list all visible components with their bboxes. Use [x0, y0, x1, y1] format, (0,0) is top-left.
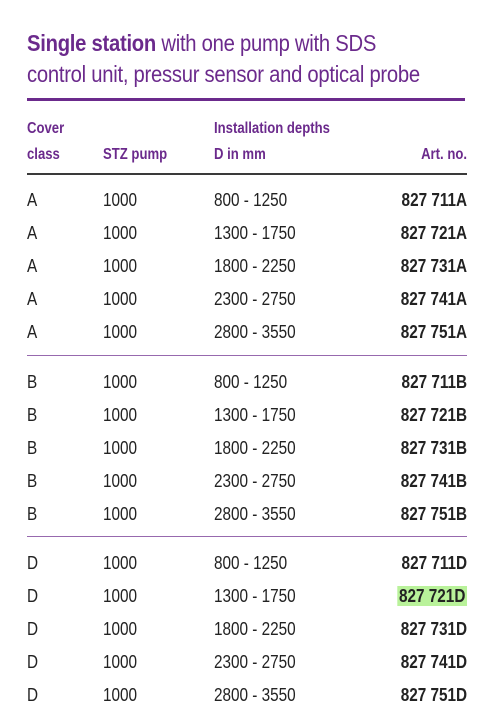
cover-class-cell: [27, 432, 37, 465]
cover-class-cell-text: D: [27, 652, 39, 672]
installation-depth-cell-text: 1300 - 1750: [214, 405, 296, 425]
installation-depth-cell: [214, 465, 296, 498]
header-cover-line-1: Cover: [27, 120, 65, 137]
article-number-cell-text: 827 741B: [400, 471, 467, 491]
table-row: [27, 465, 467, 498]
cover-class-cell-text: B: [27, 405, 38, 425]
installation-depth-cell-text: 2800 - 3550: [214, 322, 296, 342]
table-row: [27, 316, 467, 349]
article-number-cell: [401, 283, 467, 316]
stz-pump-cell: [103, 217, 137, 250]
cover-class-cell-text: B: [27, 471, 38, 491]
cover-class-cell-text: A: [27, 322, 38, 342]
stz-pump-cell: [103, 432, 137, 465]
title-line-1: [27, 28, 467, 59]
cover-class-cell-text: D: [27, 586, 39, 606]
cover-class-cell: [27, 399, 37, 432]
installation-depth-cell: [214, 679, 296, 712]
table-row: [27, 432, 467, 465]
installation-depth-cell: [214, 646, 296, 679]
cover-class-cell: [27, 316, 37, 349]
installation-depth-cell-text: 800 - 1250: [214, 190, 288, 210]
cover-class-cell-text: D: [27, 685, 39, 705]
installation-depth-cell: [214, 580, 296, 613]
table-group: [27, 366, 467, 531]
stz-pump-cell-text: 1000: [103, 223, 138, 243]
stz-pump-cell-text: 1000: [103, 652, 138, 672]
stz-pump-cell-text: 1000: [103, 322, 138, 342]
table-row: [27, 184, 467, 217]
stz-pump-cell: [103, 283, 137, 316]
cover-class-cell: [27, 498, 37, 531]
stz-pump-cell: [103, 547, 137, 580]
stz-pump-cell-text: 1000: [103, 471, 138, 491]
installation-depth-cell-text: 1800 - 2250: [214, 619, 296, 639]
header-depth-line-1: Installation depths: [214, 120, 330, 137]
cover-class-cell-text: A: [27, 223, 38, 243]
stz-pump-cell: [103, 250, 137, 283]
cover-class-cell: [27, 465, 37, 498]
stz-pump-cell-text: 1000: [103, 438, 138, 458]
stz-pump-cell-text: 1000: [103, 504, 138, 524]
stz-pump-cell: [103, 184, 137, 217]
article-number-cell: [401, 399, 467, 432]
installation-depth-cell-text: 1800 - 2250: [214, 256, 296, 276]
installation-depth-cell-text: 1300 - 1750: [214, 223, 296, 243]
article-number-cell-text: 827 751B: [400, 504, 467, 524]
header-divider: [27, 173, 467, 175]
cover-class-cell: [27, 366, 37, 399]
cover-class-cell-text: A: [27, 256, 38, 276]
installation-depth-cell-text: 1800 - 2250: [214, 438, 296, 458]
cover-class-cell: [27, 646, 38, 679]
article-number-cell: [401, 679, 467, 712]
article-number-cell: [401, 184, 467, 217]
installation-depth-cell-text: 2300 - 2750: [214, 652, 296, 672]
table-row: [27, 217, 467, 250]
article-number-cell: [401, 250, 467, 283]
table-group: [27, 547, 467, 712]
cover-class-cell-text: D: [27, 553, 39, 573]
cover-class-cell-text: A: [27, 190, 38, 210]
installation-depth-cell-text: 2300 - 2750: [214, 471, 296, 491]
installation-depth-cell-text: 800 - 1250: [214, 553, 288, 573]
cover-class-cell: [27, 217, 37, 250]
installation-depth-cell: [214, 547, 287, 580]
installation-depth-cell-text: 1300 - 1750: [214, 586, 296, 606]
installation-depth-cell: [214, 613, 296, 646]
article-number-cell-text: 827 731A: [400, 256, 467, 276]
table-row: [27, 283, 467, 316]
cover-class-cell-text: B: [27, 372, 38, 392]
installation-depth-cell: [214, 184, 287, 217]
table-row: [27, 250, 467, 283]
article-number-cell-text: 827 751D: [400, 685, 467, 705]
installation-depth-cell: [214, 366, 287, 399]
installation-depth-cell: [214, 217, 296, 250]
cover-class-cell: [27, 250, 37, 283]
article-number-cell: [397, 580, 467, 613]
article-number-cell: [401, 465, 467, 498]
cover-class-cell-text: D: [27, 619, 39, 639]
table-row: [27, 399, 467, 432]
stz-pump-cell-text: 1000: [103, 256, 138, 276]
article-number-cell: [401, 432, 467, 465]
article-number-cell-text: 827 721A: [400, 223, 467, 243]
installation-depth-cell-text: 2800 - 3550: [214, 685, 296, 705]
article-number-cell: [401, 498, 467, 531]
installation-depth-cell: [214, 250, 296, 283]
header-pump: STZ pump: [103, 146, 168, 163]
cover-class-cell: [27, 613, 38, 646]
table-row: [27, 547, 467, 580]
article-number-cell: [401, 613, 467, 646]
installation-depth-cell-text: 2300 - 2750: [214, 289, 296, 309]
article-number-cell-text: 827 731D: [400, 619, 467, 639]
table-row: [27, 498, 467, 531]
installation-depth-cell: [214, 432, 296, 465]
table-row: [27, 580, 467, 613]
article-number-cell-text: 827 741A: [400, 289, 467, 309]
article-number-cell-text: 827 751A: [400, 322, 467, 342]
article-number-cell-text: 827 721B: [400, 405, 467, 425]
stz-pump-cell: [103, 399, 137, 432]
stz-pump-cell-text: 1000: [103, 190, 138, 210]
article-number-cell-text: 827 731B: [400, 438, 467, 458]
group-divider: [27, 355, 467, 356]
article-number-cell: [401, 646, 467, 679]
cover-class-cell: [27, 547, 38, 580]
highlighted-article-number: 827 721D: [398, 586, 466, 606]
product-table-page: [27, 28, 467, 705]
article-number-cell-text: 827 711A: [401, 190, 467, 210]
table-row: [27, 366, 467, 399]
stz-pump-cell-text: 1000: [103, 405, 138, 425]
stz-pump-cell-text: 1000: [103, 586, 138, 606]
stz-pump-cell-text: 1000: [103, 372, 138, 392]
stz-pump-cell-text: 1000: [103, 289, 138, 309]
installation-depth-cell-text: 2800 - 3550: [214, 504, 296, 524]
group-divider: [27, 536, 467, 537]
stz-pump-cell-text: 1000: [103, 553, 138, 573]
installation-depth-cell: [214, 498, 296, 531]
article-number-cell: [401, 547, 467, 580]
stz-pump-cell-text: 1000: [103, 619, 138, 639]
installation-depth-cell: [214, 399, 296, 432]
article-number-cell: [401, 316, 467, 349]
cover-class-cell: [27, 283, 37, 316]
cover-class-cell-text: B: [27, 504, 38, 524]
stz-pump-cell: [103, 465, 137, 498]
cover-class-cell: [27, 184, 37, 217]
installation-depth-cell: [214, 316, 296, 349]
stz-pump-cell: [103, 498, 137, 531]
header-art-no: Art. no.: [421, 146, 467, 163]
cover-class-cell-text: A: [27, 289, 38, 309]
article-number-cell: [401, 217, 467, 250]
stz-pump-cell: [103, 580, 137, 613]
article-number-cell-text: 827 711D: [401, 553, 467, 573]
header-depth-line-2: D in mm: [214, 146, 266, 163]
title-divider: [27, 98, 465, 101]
stz-pump-cell-text: 1000: [103, 685, 138, 705]
table-group: [27, 184, 467, 349]
header-cover-line-2: class: [27, 146, 60, 163]
cover-class-cell-text: B: [27, 438, 38, 458]
table-row: [27, 679, 467, 712]
table-row: [27, 646, 467, 679]
stz-pump-cell: [103, 613, 137, 646]
installation-depth-cell-text: 800 - 1250: [214, 372, 288, 392]
title-line-1-rest: with one pump with SDS: [156, 30, 377, 56]
cover-class-cell: [27, 679, 38, 712]
table-row: [27, 613, 467, 646]
article-number-cell-text: 827 741D: [400, 652, 467, 672]
installation-depth-cell: [214, 283, 296, 316]
title-bold: Single station: [27, 30, 157, 56]
stz-pump-cell: [103, 679, 137, 712]
stz-pump-cell: [103, 316, 137, 349]
stz-pump-cell: [103, 366, 137, 399]
cover-class-cell: [27, 580, 38, 613]
article-number-cell-text: 827 711B: [401, 372, 467, 392]
table-title: [27, 28, 467, 90]
stz-pump-cell: [103, 646, 137, 679]
title-line-2: control unit, pressur sensor and optical probe: [27, 61, 420, 87]
article-number-cell: [401, 366, 467, 399]
